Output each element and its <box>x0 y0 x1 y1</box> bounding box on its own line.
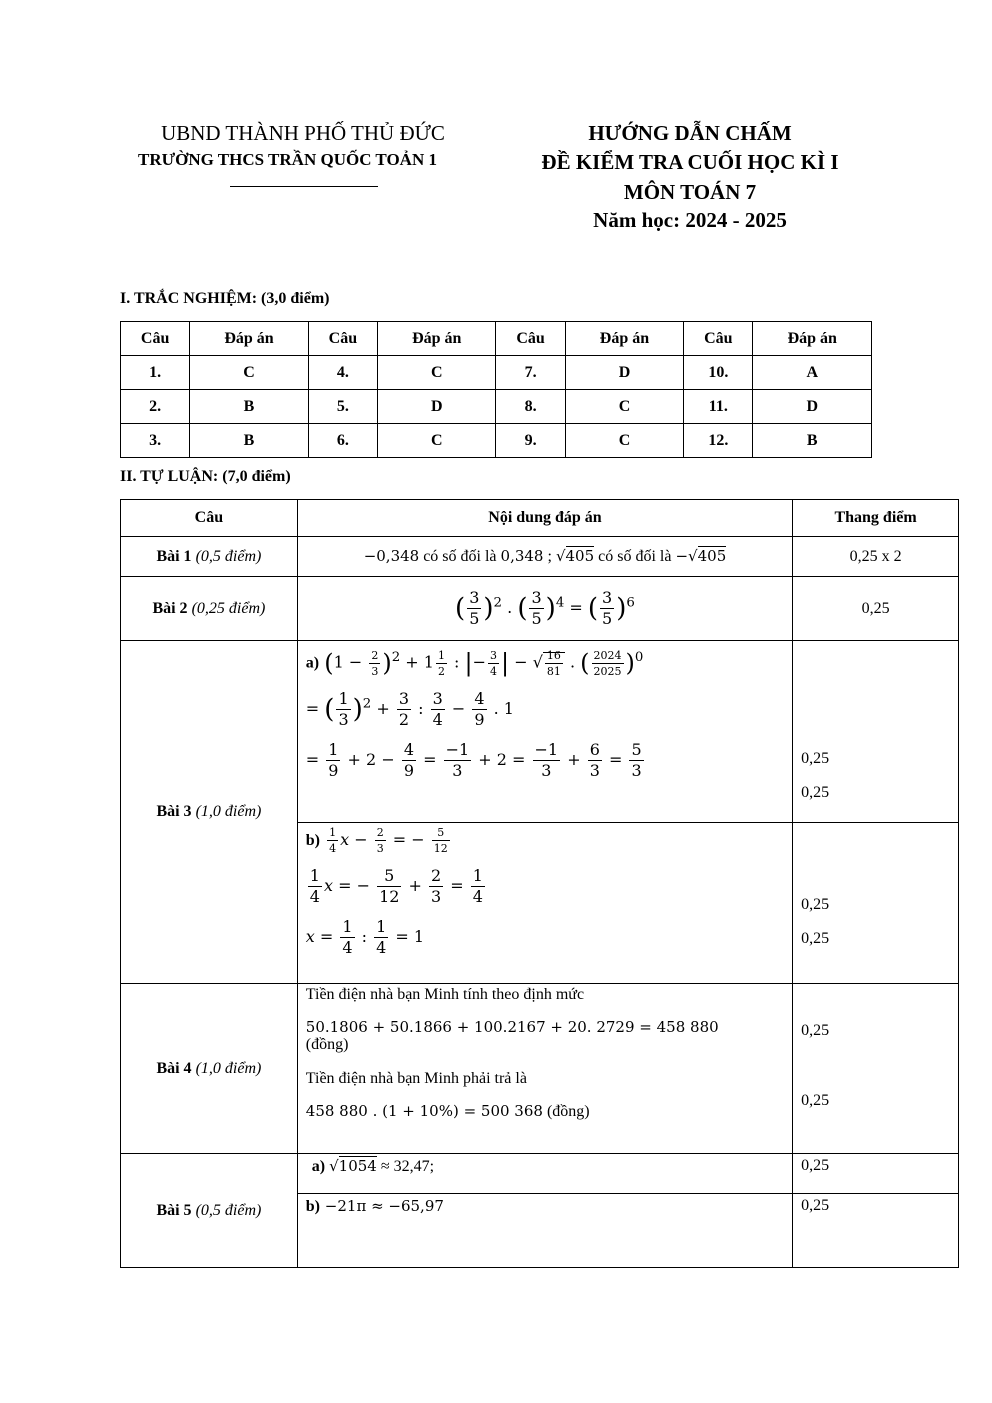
score-cell <box>793 1194 959 1268</box>
answer-content <box>297 537 792 577</box>
table-row <box>121 356 872 390</box>
text: có số đối là <box>419 548 501 565</box>
problem-label <box>121 537 298 577</box>
score-cell <box>793 1154 959 1194</box>
answer-letter: B <box>753 424 872 458</box>
col-score: Thang điểm <box>793 500 959 537</box>
score-value: 0,25 <box>801 1197 830 1214</box>
minus-sign: − <box>675 547 689 565</box>
score-value: 0,25 <box>801 750 830 767</box>
table-row <box>121 390 872 424</box>
problem-points: (0,5 điểm) <box>195 547 262 565</box>
col-answer: Đáp án <box>378 322 496 356</box>
answer-content <box>297 984 792 1154</box>
answer-content <box>297 823 792 984</box>
table-row <box>121 1154 959 1194</box>
multiple-choice-table <box>120 321 872 458</box>
question-number: 7. <box>496 356 565 390</box>
part-label: a) <box>305 654 320 672</box>
text-line: Tiền điện nhà bạn Minh tính theo định mức <box>305 986 585 1003</box>
exam-name: ĐỀ KIỂM TRA CUỐI HỌC KÌ I <box>541 150 839 174</box>
problem-number: Bài 3 <box>156 803 192 820</box>
answer-letter: B <box>190 424 308 458</box>
col-question: Câu <box>121 322 190 356</box>
col-answer: Đáp án <box>190 322 308 356</box>
answer-letter: C <box>378 356 496 390</box>
school-year: Năm học: 2024 - 2025 <box>593 208 787 232</box>
section-1-title: I. TRẮC NGHIỆM: (3,0 điểm) <box>120 290 330 307</box>
answer-letter: D <box>565 356 683 390</box>
math-line <box>298 1157 792 1176</box>
question-number: 4. <box>308 356 377 390</box>
math-line: a) (1 − $\frac{2}{3}$ )$^2$ + 1 $\frac{1}{2}$ : |− $\frac{3}{4}$ | − √ $\frac{16}{81}$ . ( $\frac{2024}{2025}$ )$^0$ <box>305 648 644 678</box>
answer-letter: D <box>753 390 872 424</box>
problem-label <box>121 984 298 1154</box>
answer-letter: C <box>190 356 308 390</box>
col-question: Câu <box>121 500 298 537</box>
problem-number: Bài 5 <box>156 1201 192 1219</box>
sqrt-symbol: √ <box>555 547 566 565</box>
answer-letter: B <box>190 390 308 424</box>
question-number: 10. <box>684 356 753 390</box>
math-line: = ( $\frac{1}{3}$ )$^2$ + $\frac{3}{2}$ : $\frac{3}{4}$ − $\frac{4}{9}$ . 1 <box>305 689 514 729</box>
question-number: 6. <box>308 424 377 458</box>
header-underline <box>230 186 378 187</box>
sqrt-symbol: √ <box>329 1157 339 1175</box>
answer-letter: C <box>565 424 683 458</box>
table-header-row <box>121 500 959 537</box>
math-expr: −0,348 <box>363 547 420 565</box>
question-number: 12. <box>684 424 753 458</box>
score-value: 0,25 <box>801 896 830 913</box>
score-cell <box>793 823 959 984</box>
problem-points: (1,0 điểm) <box>195 803 262 820</box>
question-number: 3. <box>121 424 190 458</box>
problem-label <box>121 1154 298 1268</box>
col-question: Câu <box>308 322 377 356</box>
question-number: 1. <box>121 356 190 390</box>
text-line: (đồng) <box>305 1036 349 1053</box>
answer-letter: A <box>753 356 872 390</box>
math-expr: 458 880 . (1 + 10%) = 500 368 <box>305 1102 543 1120</box>
col-answer: Đáp án <box>565 322 683 356</box>
answer-content <box>297 1154 792 1194</box>
table-row <box>121 641 959 823</box>
subject-name: MÔN TOÁN 7 <box>623 180 757 204</box>
part-label: a) <box>311 1158 326 1175</box>
col-question: Câu <box>496 322 565 356</box>
doc-title: HƯỚNG DẪN CHẤM <box>588 121 792 145</box>
answer-content <box>297 1194 792 1268</box>
answer-content <box>297 577 792 641</box>
table-row <box>121 577 959 641</box>
col-question: Câu <box>684 322 753 356</box>
school-name: TRƯỜNG THCS TRẦN QUỐC TOẢN 1 <box>138 150 437 169</box>
text-line: Tiền điện nhà bạn Minh phải trả là <box>305 1070 527 1087</box>
col-answer: Đáp án <box>753 322 872 356</box>
department-name: UBND THÀNH PHỐ THỦ ĐỨC <box>161 121 445 145</box>
answer-letter: D <box>378 390 496 424</box>
score-value: 0,25 <box>793 577 959 641</box>
text: ≈ 32,47; <box>376 1158 435 1175</box>
radicand: 405 <box>697 547 727 565</box>
table-row <box>121 984 959 1154</box>
text: (đồng) <box>542 1103 590 1120</box>
math-line: $\frac{1}{4}$ x = − $\frac{5}{12}$ + $\frac{2}{3}$ = $\frac{1}{4}$ <box>309 866 483 906</box>
problem-points: (1,0 điểm) <box>195 1059 262 1077</box>
radicand: 405 <box>565 547 595 565</box>
question-number: 5. <box>308 390 377 424</box>
score-value: 0,25 x 2 <box>793 537 959 577</box>
section-2-title: II. TỰ LUẬN: (7,0 điểm) <box>120 468 291 485</box>
problem-points: (0,25 điểm) <box>191 599 266 617</box>
question-number: 8. <box>496 390 565 424</box>
essay-table <box>120 499 959 1268</box>
radicand: 1054 <box>338 1157 377 1175</box>
answer-letter: C <box>565 390 683 424</box>
part-label: b) <box>305 1198 321 1215</box>
col-content: Nội dung đáp án <box>297 500 792 537</box>
part-label: b) <box>305 832 321 849</box>
sqrt-symbol: √ <box>688 547 698 565</box>
score-value: 0,25 <box>801 1157 830 1174</box>
question-number: 11. <box>684 390 753 424</box>
math-line: 50.1806 + 50.1866 + 100.2167 + 20. 2729 = 458 880 <box>305 1018 719 1036</box>
score-value: 0,25 <box>801 1022 830 1039</box>
table-row <box>121 537 959 577</box>
score-cell <box>793 984 959 1154</box>
answer-letter: C <box>378 424 496 458</box>
problem-label <box>121 641 298 984</box>
answer-content <box>297 641 792 823</box>
score-cell <box>793 641 959 823</box>
math-expr: −21π ≈ −65,97 <box>320 1197 444 1215</box>
score-value: 0,25 <box>801 930 830 947</box>
problem-number: Bài 4 <box>156 1059 192 1077</box>
math-line <box>298 1197 792 1216</box>
problem-label <box>121 577 298 641</box>
math-formula: ( $\frac{3}{5}$ )$^2$ . ( $\frac{3}{5}$ )$^4$ = ( $\frac{3}{5}$ )$^6$ <box>455 588 635 628</box>
score-value: 0,25 <box>801 784 830 801</box>
problem-number: Bài 2 <box>152 599 188 617</box>
table-header-row <box>121 322 872 356</box>
math-line <box>298 1102 792 1121</box>
problem-number: Bài 1 <box>156 547 192 565</box>
text: ; <box>543 548 556 565</box>
table-row <box>121 424 872 458</box>
math-line: b) $\frac{1}{4}$ x − $\frac{2}{3}$ = − $\frac{5}{12}$ <box>305 826 448 855</box>
text: có số đối là <box>594 548 676 565</box>
problem-points: (0,5 điểm) <box>195 1201 262 1219</box>
math-line: x = $\frac{1}{4}$ : $\frac{1}{4}$ = 1 <box>305 917 425 957</box>
score-value: 0,25 <box>801 1092 830 1109</box>
math-line: = $\frac{1}{9}$ + 2 − $\frac{4}{9}$ = $\frac{-1}{3}$ + 2 = $\frac{-1}{3}$ + $\frac{6}{3}$ = $\frac{5}{3}$ <box>305 740 642 780</box>
question-number: 2. <box>121 390 190 424</box>
math-expr: 0,348 <box>500 547 544 565</box>
question-number: 9. <box>496 424 565 458</box>
